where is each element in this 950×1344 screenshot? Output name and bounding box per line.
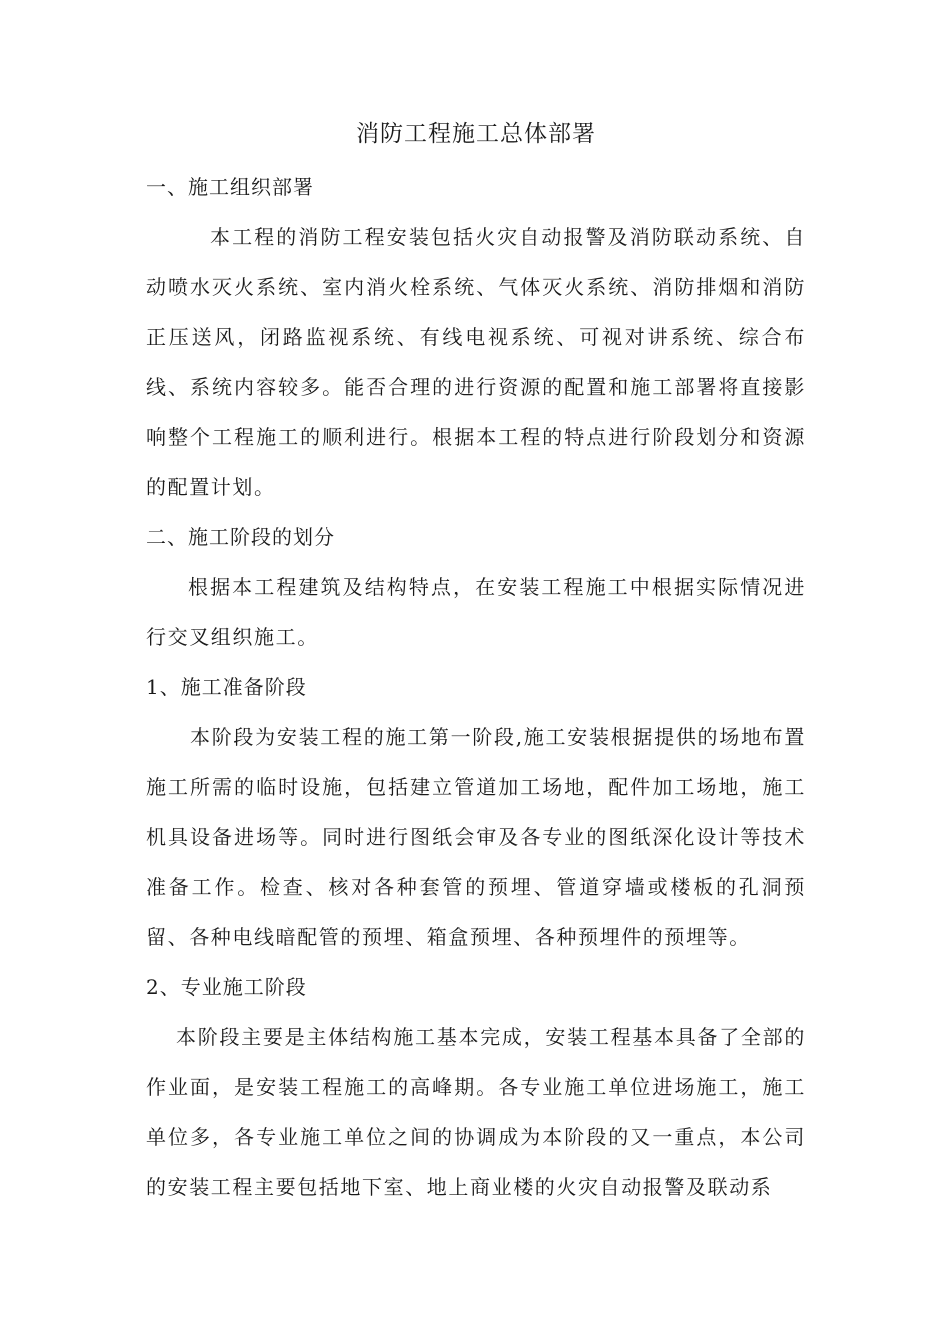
section-heading-professional: 2、专业施工阶段 bbox=[146, 975, 307, 999]
document-body bbox=[146, 112, 806, 1212]
paragraph-organization: 本工程的消防工程安装包括火灾自动报警及消防联动系统、自动喷水灭火系统、室内消火栓系统、气体灭火系统、消防排烟和消防正压送风，闭路监视系统、有线电视系统、可视对讲系统、综合布线、系统内容较多。能否合理的进行资源的配置和施工部署将直接影响整个工程施工的顺利进行。根据本工程的特点进行阶段划分和资源的配置计划。 bbox=[146, 225, 806, 499]
paragraph-preparation: 本阶段为安装工程的施工第一阶段,施工安装根据提供的场地布置施工所需的临时设施，包括建立管道加工场地，配件加工场地，施工机具设备进场等。同时进行图纸会审及各专业的图纸深化设计等技术准备工作。检查、核对各种套管的预埋、管道穿墙或楼板的孔洞预留、各种电线暗配管的预埋、箱盒预埋、各种预埋件的预埋等。 bbox=[146, 725, 806, 949]
section-heading-organization: 一、施工组织部署 bbox=[146, 175, 314, 199]
paragraph-phases: 根据本工程建筑及结构特点，在安装工程施工中根据实际情况进行交叉组织施工。 bbox=[146, 575, 806, 649]
paragraph-professional: 本阶段主要是主体结构施工基本完成，安装工程基本具备了全部的作业面，是安装工程施工的高峰期。各专业施工单位进场施工，施工单位多，各专业施工单位之间的协调成为本阶段的又一重点，本公司的安装工程主要包括地下室、地上商业楼的火灾自动报警及联动系 bbox=[146, 1025, 806, 1199]
section-heading-phases: 二、施工阶段的划分 bbox=[146, 525, 335, 549]
section-heading-preparation: 1、施工准备阶段 bbox=[146, 675, 307, 699]
document-title: 消防工程施工总体部署 bbox=[356, 121, 596, 147]
